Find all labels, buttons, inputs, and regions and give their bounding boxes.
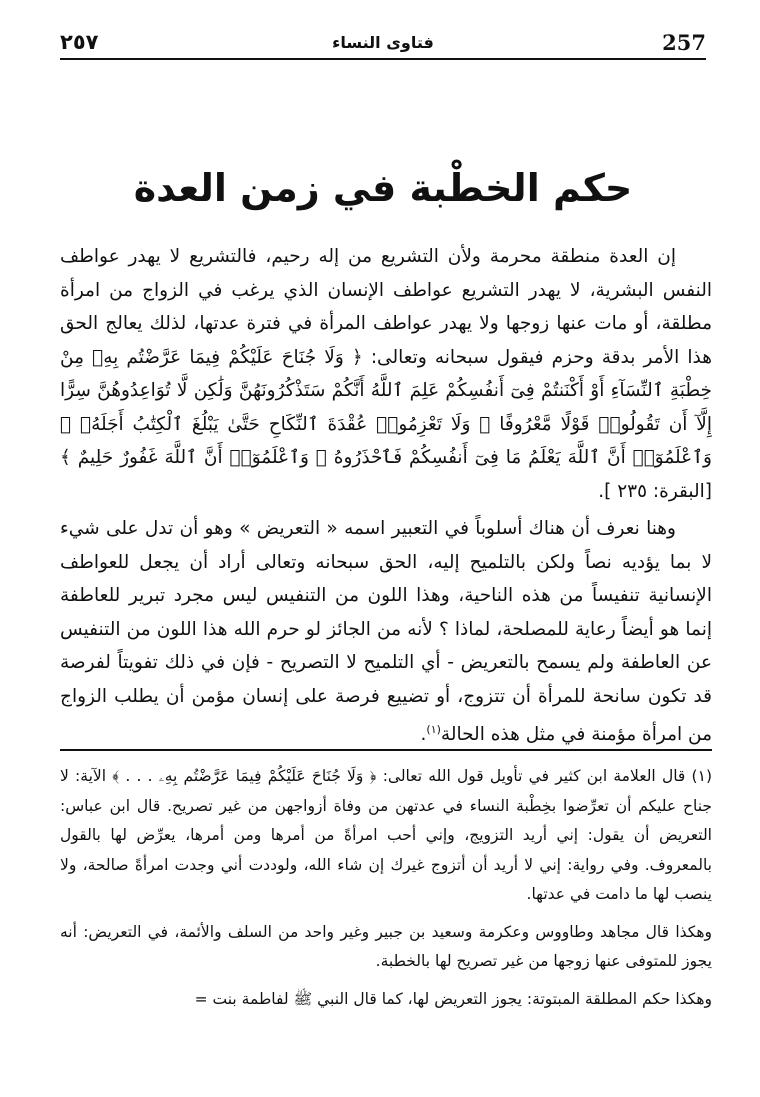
running-title: فتاوى النساء: [332, 33, 434, 52]
continuation-mark: =: [194, 989, 208, 1008]
quran-verse: ﴿ وَلَا جُنَاحَ عَلَيْكُمْ فِيمَا عَرَّضْتُم بِهِۦ مِنْ خِطْبَةِ ٱلنِّسَآءِ أَوْ أَكْنَنتُمْ فِىٓ أَنفُسِكُمْ عَلِمَ ٱللَّهُ أَنَّكُمْ سَتَذْكُرُونَهُنَّ وَلَٰكِن لَّا تُوَاعِدُوهُنَّ سِرًّا إِلَّآ أَن تَقُولُوا۟ قَوْلًا مَّعْرُوفًا ۚ وَلَا تَعْزِمُوا۟ عُقْدَةَ ٱلنِّكَاحِ حَتَّىٰ يَبْلُغَ ٱلْكِتَٰبُ أَجَلَهُۥ ۚ وَٱعْلَمُوٓا۟ أَنَّ ٱللَّهَ يَعْلَمُ مَا فِىٓ أَنفُسِكُمْ فَٱحْذَرُوهُ ۚ وَٱعْلَمُوٓا۟ أَنَّ ٱللَّهَ غَفُورٌ حَلِيمٌ ﴾: [60, 346, 712, 468]
chapter-title: حكم الخطْبة في زمن العدة: [133, 166, 633, 210]
page-header: [60, 28, 706, 60]
footnotes: [60, 762, 712, 1014]
paragraph-2-end: .: [420, 724, 427, 746]
footnote-verse: ﴿ وَلَا جُنَاحَ عَلَيْكُمْ فِيمَا عَرَّضْتُم بِهِۦ . . . ﴾: [112, 767, 377, 785]
page-number-latin: 257: [662, 30, 706, 55]
footnote-1-rest: الآية: لا جناح عليكم أن تعرِّضوا بخِطْبة النساء في عدتهن من وفاة أزواجهن من غير تصريح. قال ابن عباس: التعريض أن يقول: إني أريد التزويج، وإني أحب امرأةً من أمرها ومن أمرها، يعرِّض لها بالقول بالمعروف. وفي رواية: إني لا أريد أن أتزوج غيرك إن شاء الله، ولوددت أني وجدت امرأةً صالحة، ولا ينصب لها ما دامت في عدتها.: [60, 767, 712, 903]
footnote-1-lead: (١) قال العلامة ابن كثير في تأويل قول الله تعالى:: [376, 767, 712, 785]
footnote-2-text: وهكذا قال مجاهد وطاووس وعكرمة وسعيد بن جبير وغير واحد من السلف والأئمة، في التعريض: أنه يجوز للمتوفى عنها زوجها من غير تصريح لها بالخطبة.: [60, 922, 712, 970]
footnote-1: [60, 762, 712, 910]
paragraph-2: [60, 512, 712, 752]
main-text: [60, 240, 712, 752]
paragraph-1-text: إن العدة منطقة محرمة ولأن التشريع من إله رحيم، فالتشريع لا يهدر عواطف النفس البشرية، لا يهدر التشريع عواطف الإنسان الذي يرغب في الزواج من امرأة مطلقة، أو مات عنها زوجها ولا يهدر عواطف المرأة في فترة عدتها، لذلك يعالج الحق هذا الأمر بدقة وحزم فيقول سبحانه وتعالى:: [60, 246, 712, 368]
page-number-arabic: ٢٥٧: [60, 30, 99, 54]
footnote-3-text: وهكذا حكم المطلقة المبتوتة: يجوز التعريض لها، كما قال النبي ﷺ لفاطمة بنت: [212, 989, 712, 1008]
paragraph-1: [60, 240, 712, 508]
paragraph-2-text: وهنا نعرف أن هناك أسلوباً في التعبير اسمه « التعريض » وهو أن تدل على شيء لا بما يؤديه نصاً ولكن بالتلميح إليه، الحق سبحانه وتعالى أراد أن يجعل للعواطف الإنسانية تنفيساً من هذه الناحية، وهذا اللون من التنفيس ليس مجرد تبرير للعاطفة إنما هو أيضاً رعاية للمصلحة، لماذا ؟ لأنه من الجائز لو حرم الله هذا اللون من التنفيس عن العاطفة ولم يسمح بالتعريض - أي التلميح لا التصريح - فإن في ذلك تفويتاً لفرصة قد تكون سانحة للمرأة أن تتزوج، أو تضييع فرصة على إنسان مؤمن أن يطلب الزواج من امرأة مؤمنة في مثل هذه الحالة: [60, 518, 712, 746]
footnote-marker: (١): [426, 723, 441, 736]
footnote-divider: [60, 749, 712, 751]
footnote-2: [60, 918, 712, 977]
verse-reference: [البقرة: ٢٣٥ ].: [598, 480, 712, 502]
footnote-3: [60, 985, 712, 1015]
